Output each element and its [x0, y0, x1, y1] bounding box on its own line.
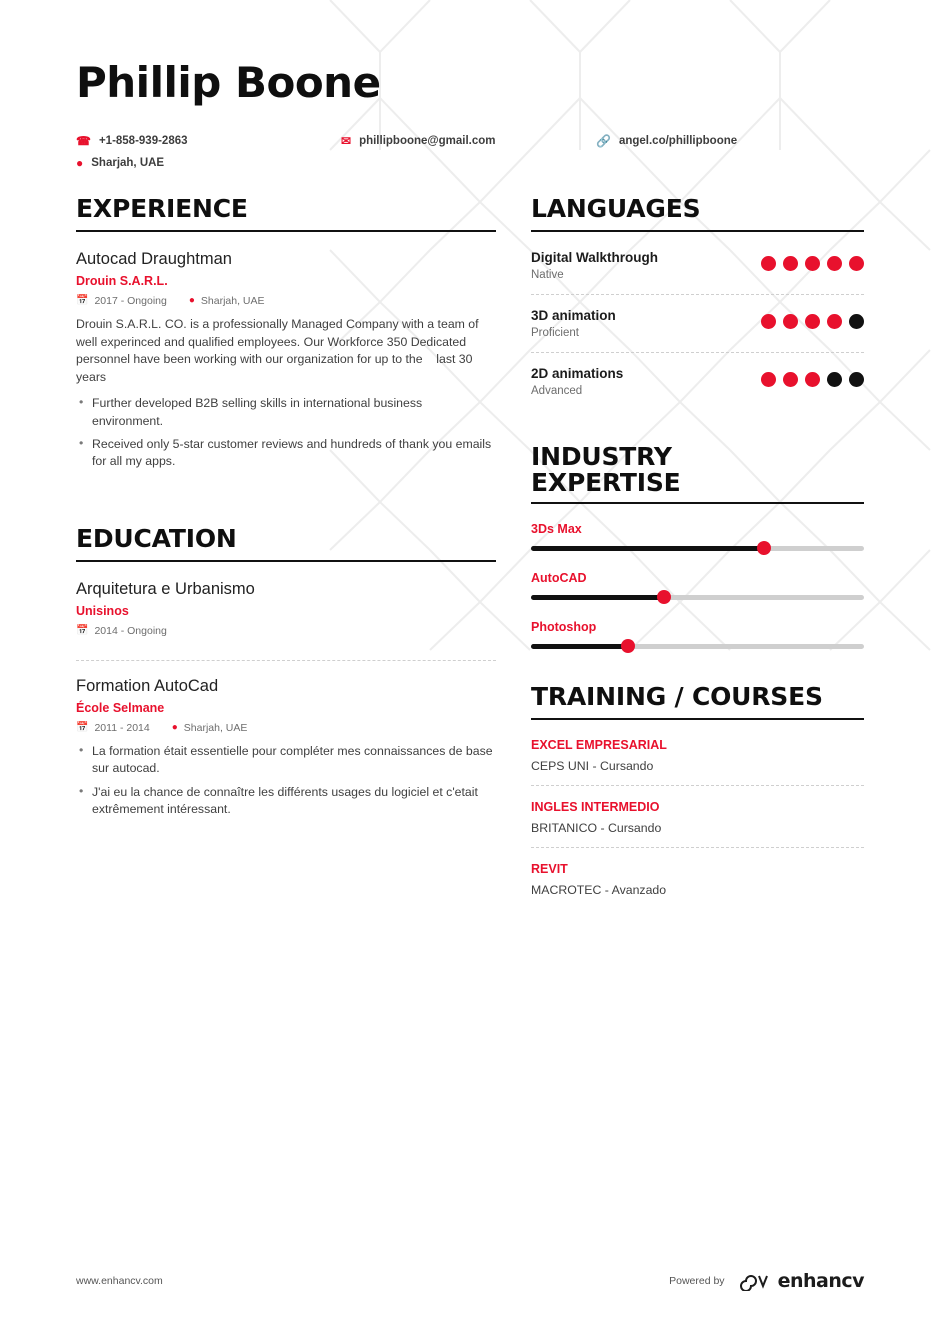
- skill-name: AutoCAD: [531, 570, 587, 585]
- section-education: [76, 525, 496, 839]
- section-title-education: EDUCATION: [76, 525, 496, 562]
- rating-dot: [805, 314, 820, 329]
- rating-dot: [827, 256, 842, 271]
- skill-name: Photoshop: [531, 619, 597, 634]
- section-title-experience: EXPERIENCE: [76, 195, 496, 232]
- email-icon: ✉: [341, 134, 352, 148]
- rating-dot: [761, 372, 776, 387]
- experience-meta: [76, 295, 496, 307]
- calendar-icon: 📅: [76, 722, 89, 734]
- list-item: • J'ai eu la chance de connaître les différents usages du logiciel et c'etait extrêmement intéressant.: [92, 784, 496, 819]
- skill-item: [531, 571, 864, 600]
- language-item: [531, 294, 864, 352]
- rating-dot: [783, 372, 798, 387]
- education-degree: Formation AutoCad: [76, 676, 219, 695]
- experience-description: Drouin S.A.R.L. CO. is a professionally Managed Company with a team of well experinced and qualified employees. Our Workforce 350 Dedicated personnel have been working with our organization for up to the last 30 years: [76, 316, 483, 385]
- contact-link-value: angel.co/phillipboone: [618, 135, 738, 147]
- education-dates: 2014 - Ongoing: [94, 624, 167, 637]
- language-text: [531, 250, 658, 281]
- right-column: [531, 195, 864, 943]
- experience-company: Drouin S.A.R.L.: [76, 273, 168, 288]
- section-training-courses: [531, 683, 864, 909]
- language-item: [531, 352, 864, 410]
- list-item: • Further developed B2B selling skills in international business environment.: [92, 395, 496, 430]
- rating-dot: [849, 256, 864, 271]
- section-experience: [76, 195, 496, 491]
- course-name: EXCEL EMPRESARIAL: [531, 737, 667, 752]
- education-location-wrap: [172, 722, 248, 734]
- language-rating: [754, 314, 864, 329]
- section-title-line1: INDUSTRY: [531, 441, 672, 471]
- course-detail: MACROTEC - Avanzado: [531, 882, 667, 897]
- location-icon: ●: [76, 156, 84, 170]
- rating-dot: [849, 372, 864, 387]
- link-icon: 🔗: [596, 134, 611, 148]
- skill-item: [531, 522, 864, 551]
- contact-email[interactable]: [341, 135, 596, 147]
- contact-email-value: phillipboone@gmail.com: [359, 135, 496, 147]
- contact-row-1: [76, 135, 864, 147]
- education-dates: 2011 - 2014: [94, 721, 150, 734]
- education-dates-wrap: [76, 625, 167, 637]
- language-text: [531, 308, 616, 339]
- course-name: REVIT: [531, 861, 568, 876]
- language-item: [531, 250, 864, 294]
- rating-dot: [805, 256, 820, 271]
- education-entry: [76, 660, 496, 839]
- experience-dates-wrap: [76, 295, 167, 307]
- course-item: [531, 738, 864, 785]
- location-icon: ●: [171, 722, 178, 734]
- skill-slider-fill: [531, 546, 764, 551]
- education-meta: [76, 722, 496, 734]
- education-bullets: [76, 743, 496, 819]
- page-title: Phillip Boone: [76, 58, 381, 107]
- course-detail: CEPS UNI - Cursando: [531, 758, 654, 773]
- education-degree: Arquitetura e Urbanismo: [76, 579, 255, 598]
- rating-dot: [761, 314, 776, 329]
- language-rating: [754, 256, 864, 271]
- language-level: Advanced: [531, 384, 583, 397]
- rating-dot: [783, 314, 798, 329]
- education-school: Unisinos: [76, 603, 129, 618]
- calendar-icon: 📅: [76, 625, 89, 637]
- footer-website-link[interactable]: www.enhancv.com: [76, 1275, 163, 1287]
- list-item: • La formation était essentielle pour compléter mes connaissances de base sur autocad.: [92, 743, 496, 778]
- experience-location: Sharjah, UAE: [200, 294, 265, 307]
- education-meta: [76, 625, 496, 637]
- education-school: École Selmane: [76, 700, 165, 715]
- course-item: [531, 847, 864, 909]
- skill-slider-knob[interactable]: [621, 639, 635, 653]
- experience-entry: [76, 250, 496, 491]
- section-title-line2: EXPERTISE: [531, 467, 681, 497]
- contact-phone[interactable]: [76, 135, 341, 147]
- language-level: Proficient: [531, 326, 579, 339]
- section-languages: [531, 195, 864, 410]
- education-dates-wrap: [76, 722, 150, 734]
- skill-slider-fill: [531, 644, 628, 649]
- contact-phone-value: +1-858-939-2863: [98, 135, 188, 147]
- contact-row-2: [76, 157, 864, 169]
- skill-slider-knob[interactable]: [757, 541, 771, 555]
- enhancv-logo-icon: [737, 1271, 771, 1291]
- calendar-icon: 📅: [76, 295, 89, 307]
- contact-location-value: Sharjah, UAE: [91, 157, 165, 169]
- contact-location: [76, 157, 341, 169]
- language-name: 2D animations: [531, 365, 624, 381]
- page-footer: [0, 1270, 940, 1292]
- rating-dot: [783, 256, 798, 271]
- language-rating: [754, 372, 864, 387]
- contact-link[interactable]: [596, 135, 836, 147]
- experience-role: Autocad Draughtman: [76, 249, 232, 268]
- rating-dot: [805, 372, 820, 387]
- body-columns: [76, 195, 864, 943]
- experience-location-wrap: [189, 295, 265, 307]
- rating-dot: [761, 256, 776, 271]
- section-industry-expertise: [531, 441, 864, 649]
- skill-slider[interactable]: [531, 644, 864, 649]
- education-entry: [76, 580, 496, 660]
- enhancv-brand-name: enhancv: [777, 1270, 864, 1292]
- experience-dates: 2017 - Ongoing: [94, 294, 167, 307]
- rating-dot: [827, 314, 842, 329]
- section-title-training-courses: TRAINING / COURSES: [531, 683, 864, 720]
- language-name: Digital Walkthrough: [531, 249, 658, 265]
- language-name: 3D animation: [531, 307, 616, 323]
- course-name: INGLES INTERMEDIO: [531, 799, 660, 814]
- skill-slider-fill: [531, 595, 664, 600]
- section-title-industry-expertise: [531, 441, 864, 504]
- rating-dot: [849, 314, 864, 329]
- language-level: Native: [531, 268, 564, 281]
- section-title-languages: LANGUAGES: [531, 195, 864, 232]
- phone-icon: ☎: [76, 134, 91, 148]
- skill-slider[interactable]: [531, 595, 864, 600]
- location-icon: ●: [188, 295, 195, 307]
- powered-by-label: Powered by: [669, 1275, 725, 1287]
- education-location: Sharjah, UAE: [183, 721, 248, 734]
- skill-name: 3Ds Max: [531, 521, 582, 536]
- skill-slider[interactable]: [531, 546, 864, 551]
- skill-slider-knob[interactable]: [657, 590, 671, 604]
- powered-by-block: [669, 1270, 864, 1292]
- skill-item: [531, 620, 864, 649]
- rating-dot: [827, 372, 842, 387]
- experience-bullets: [76, 395, 496, 471]
- course-item: [531, 785, 864, 847]
- list-item: • Received only 5-star customer reviews and hundreds of thank you emails for all my apps.: [92, 436, 496, 471]
- left-column: [76, 195, 531, 943]
- language-text: [531, 366, 623, 397]
- course-detail: BRITANICO - Cursando: [531, 820, 662, 835]
